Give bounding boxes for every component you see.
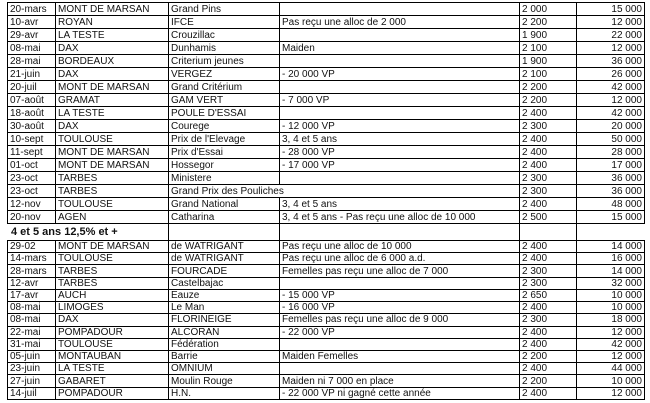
date-cell: 10-avr xyxy=(8,16,56,29)
date-cell: 21-juin xyxy=(8,68,56,81)
race-cell: Fédération xyxy=(169,338,280,350)
table-row xyxy=(8,55,645,68)
allocation-cell: 10 000 xyxy=(577,302,645,314)
allocation-cell: 36 000 xyxy=(577,172,645,185)
city-cell: MONT DE MARSAN xyxy=(56,146,169,159)
city-cell: LA TESTE xyxy=(56,363,169,375)
distance-cell: 2 200 xyxy=(520,375,577,387)
race-cell: Catharina xyxy=(169,211,280,224)
race-cell: Ministere xyxy=(169,172,280,185)
column-divider xyxy=(519,224,520,240)
conditions-cell: - 12 000 VP xyxy=(280,120,520,133)
table-row xyxy=(8,314,645,326)
city-cell: TOULOUSE xyxy=(56,338,169,350)
date-cell: 12-avr xyxy=(8,277,56,289)
table-row xyxy=(8,29,645,42)
distance-cell: 2 200 xyxy=(520,350,577,362)
allocation-cell: 36 000 xyxy=(577,185,645,198)
allocation-cell: 12 000 xyxy=(577,387,645,399)
distance-cell: 2 400 xyxy=(520,198,577,211)
conditions-cell: 3, 4 et 5 ans xyxy=(280,133,520,146)
date-cell: 01-oct xyxy=(8,159,56,172)
conditions-cell xyxy=(280,55,520,68)
distance-cell: 2 400 xyxy=(520,241,577,253)
distance-cell: 2 300 xyxy=(520,277,577,289)
distance-cell: 2 200 xyxy=(520,81,577,94)
conditions-cell xyxy=(280,172,520,185)
city-cell: TARBES xyxy=(56,172,169,185)
table-row xyxy=(8,185,645,198)
race-cell: GAM VERT xyxy=(169,94,280,107)
race-cell: Barrie xyxy=(169,350,280,362)
table-row xyxy=(8,3,645,16)
allocation-cell: 28 000 xyxy=(577,146,645,159)
allocation-cell: 15 000 xyxy=(577,3,645,16)
table-row xyxy=(8,277,645,289)
allocation-cell: 12 000 xyxy=(577,42,645,55)
conditions-cell: - 22 000 VP xyxy=(280,326,520,338)
distance-cell: 2 400 xyxy=(520,107,577,120)
date-cell: 07-août xyxy=(8,94,56,107)
distance-cell: 2 300 xyxy=(520,120,577,133)
city-cell: POMPADOUR xyxy=(56,326,169,338)
conditions-cell: - 7 000 VP xyxy=(280,94,520,107)
allocation-cell: 15 000 xyxy=(577,211,645,224)
race-cell: ALCORAN xyxy=(169,326,280,338)
table-row xyxy=(8,159,645,172)
distance-cell: 2 400 xyxy=(520,159,577,172)
distance-cell: 2 300 xyxy=(520,265,577,277)
allocation-cell: 12 000 xyxy=(577,350,645,362)
table-row xyxy=(8,253,645,265)
distance-cell: 1 900 xyxy=(520,55,577,68)
conditions-cell: - 17 000 VP xyxy=(280,159,520,172)
distance-cell: 2 400 xyxy=(520,133,577,146)
distance-cell: 2 400 xyxy=(520,363,577,375)
date-cell: 29-avr xyxy=(8,29,56,42)
conditions-cell xyxy=(280,363,520,375)
city-cell: DAX xyxy=(56,68,169,81)
table-row xyxy=(8,172,645,185)
table-row xyxy=(8,146,645,159)
city-cell: TARBES xyxy=(56,185,169,198)
allocation-cell: 16 000 xyxy=(577,253,645,265)
column-divider xyxy=(279,224,280,240)
table-row xyxy=(8,94,645,107)
race-cell: de WATRIGANT xyxy=(169,253,280,265)
city-cell: MONT DE MARSAN xyxy=(56,241,169,253)
allocation-cell: 18 000 xyxy=(577,314,645,326)
distance-cell: 2 400 xyxy=(520,338,577,350)
section-header-4-5-ans: 4 et 5 ans 12,5% et + xyxy=(11,226,118,238)
date-cell: 23-oct xyxy=(8,185,56,198)
conditions-cell xyxy=(280,29,520,42)
conditions-cell: Maiden ni 7 000 en place xyxy=(280,375,520,387)
conditions-cell xyxy=(280,107,520,120)
date-cell: 28-mars xyxy=(8,265,56,277)
date-cell: 28-mai xyxy=(8,55,56,68)
allocation-cell: 48 000 xyxy=(577,198,645,211)
date-cell: 23-juin xyxy=(8,363,56,375)
city-cell: POMPADOUR xyxy=(56,387,169,399)
table-row xyxy=(8,133,645,146)
distance-cell: 2 000 xyxy=(520,3,577,16)
date-cell: 14-juil xyxy=(8,387,56,399)
distance-cell: 2 400 xyxy=(520,253,577,265)
allocation-cell: 26 000 xyxy=(577,68,645,81)
conditions-cell: - 16 000 VP xyxy=(280,302,520,314)
race-cell: Grand National xyxy=(169,198,280,211)
allocation-cell: 44 000 xyxy=(577,363,645,375)
date-cell: 20-nov xyxy=(8,211,56,224)
races-table-bottom xyxy=(7,240,645,400)
conditions-cell xyxy=(280,81,520,94)
race-cell: POULE D'ESSAI xyxy=(169,107,280,120)
distance-cell: 2 300 xyxy=(520,172,577,185)
city-cell: LA TESTE xyxy=(56,29,169,42)
conditions-cell xyxy=(280,338,520,350)
races-table-top-body xyxy=(8,3,645,224)
allocation-cell: 10 000 xyxy=(577,375,645,387)
table-row xyxy=(8,42,645,55)
race-cell: Grand Pins xyxy=(169,3,280,16)
allocation-cell: 17 000 xyxy=(577,159,645,172)
table-row xyxy=(8,68,645,81)
allocation-cell: 12 000 xyxy=(577,94,645,107)
conditions-cell: Pas reçu une alloc de 6 000 a.d. xyxy=(280,253,520,265)
distance-cell: 2 200 xyxy=(520,16,577,29)
table-row xyxy=(8,211,645,224)
date-cell: 11-sept xyxy=(8,146,56,159)
city-cell: DAX xyxy=(56,314,169,326)
conditions-cell xyxy=(280,277,520,289)
city-cell: AUCH xyxy=(56,289,169,301)
allocation-cell: 10 000 xyxy=(577,289,645,301)
conditions-cell: 3, 4 et 5 ans xyxy=(280,198,520,211)
race-cell: Courege xyxy=(169,120,280,133)
table-row xyxy=(8,81,645,94)
date-cell: 08-mai xyxy=(8,314,56,326)
allocation-cell: 22 000 xyxy=(577,29,645,42)
race-cell: Moulin Rouge xyxy=(169,375,280,387)
column-divider xyxy=(576,224,577,240)
allocation-cell: 12 000 xyxy=(577,16,645,29)
city-cell: TOULOUSE xyxy=(56,253,169,265)
races-table-top xyxy=(7,2,645,224)
city-cell: LIMOGES xyxy=(56,302,169,314)
table-row xyxy=(8,350,645,362)
table-row xyxy=(8,387,645,399)
date-cell: 10-sept xyxy=(8,133,56,146)
table-row xyxy=(8,289,645,301)
table-row xyxy=(8,241,645,253)
allocation-cell: 14 000 xyxy=(577,241,645,253)
race-cell: IFCE xyxy=(169,16,280,29)
race-cell: FOURCADE xyxy=(169,265,280,277)
race-cell: Grand Critérium xyxy=(169,81,280,94)
table-row xyxy=(8,326,645,338)
table-row xyxy=(8,363,645,375)
conditions-cell: Pas reçu une alloc de 2 000 xyxy=(280,16,520,29)
table-row xyxy=(8,120,645,133)
distance-cell: 2 300 xyxy=(520,314,577,326)
race-cell: Castelbajac xyxy=(169,277,280,289)
table-row xyxy=(8,16,645,29)
allocation-cell: 42 000 xyxy=(577,338,645,350)
conditions-cell: Maiden xyxy=(280,42,520,55)
date-cell: 12-nov xyxy=(8,198,56,211)
race-cell: Hossegor xyxy=(169,159,280,172)
city-cell: MONT DE MARSAN xyxy=(56,81,169,94)
date-cell: 20-mars xyxy=(8,3,56,16)
date-cell: 22-mai xyxy=(8,326,56,338)
conditions-cell: Pas reçu une alloc de 10 000 xyxy=(280,241,520,253)
city-cell: BORDEAUX xyxy=(56,55,169,68)
race-cell: Eauze xyxy=(169,289,280,301)
table-row xyxy=(8,302,645,314)
date-cell: 31-mai xyxy=(8,338,56,350)
race-cell: FLORINEIGE xyxy=(169,314,280,326)
conditions-cell: - 22 000 VP ni gagné cette année xyxy=(280,387,520,399)
conditions-cell: - 15 000 VP xyxy=(280,289,520,301)
table-row xyxy=(8,375,645,387)
distance-cell: 2 500 xyxy=(520,211,577,224)
race-cell: Criterium jeunes xyxy=(169,55,280,68)
city-cell: TARBES xyxy=(56,277,169,289)
distance-cell: 2 100 xyxy=(520,42,577,55)
date-cell: 14-mars xyxy=(8,253,56,265)
distance-cell: 2 400 xyxy=(520,302,577,314)
conditions-cell: - 28 000 VP xyxy=(280,146,520,159)
city-cell: TOULOUSE xyxy=(56,133,169,146)
distance-cell: 2 650 xyxy=(520,289,577,301)
conditions-cell xyxy=(280,3,520,16)
distance-cell: 2 400 xyxy=(520,146,577,159)
race-cell: Le Man xyxy=(169,302,280,314)
allocation-cell: 50 000 xyxy=(577,133,645,146)
race-cell: de WATRIGANT xyxy=(169,241,280,253)
table-row xyxy=(8,198,645,211)
allocation-cell: 32 000 xyxy=(577,277,645,289)
conditions-cell: Maiden Femelles xyxy=(280,350,520,362)
date-cell: 18-août xyxy=(8,107,56,120)
city-cell: MONT DE MARSAN xyxy=(56,159,169,172)
allocation-cell: 36 000 xyxy=(577,55,645,68)
conditions-cell: Femelles pas reçu une alloc de 7 000 xyxy=(280,265,520,277)
race-cell: Dunhamis xyxy=(169,42,280,55)
date-cell: 30-août xyxy=(8,120,56,133)
races-table-bottom-body xyxy=(8,241,645,400)
date-cell: 27-juin xyxy=(8,375,56,387)
date-cell: 29-02 xyxy=(8,241,56,253)
city-cell: LA TESTE xyxy=(56,107,169,120)
date-cell: 08-mai xyxy=(8,302,56,314)
date-cell: 08-mai xyxy=(8,42,56,55)
race-cell: VERGEZ xyxy=(169,68,280,81)
distance-cell: 1 900 xyxy=(520,29,577,42)
city-cell: MONT DE MARSAN xyxy=(56,3,169,16)
race-cell: Grand Prix des Pouliches xyxy=(169,185,520,198)
table-row xyxy=(8,107,645,120)
city-cell: AGEN xyxy=(56,211,169,224)
date-cell: 05-juin xyxy=(8,350,56,362)
allocation-cell: 42 000 xyxy=(577,107,645,120)
race-cell: OMNIUM xyxy=(169,363,280,375)
allocation-cell: 14 000 xyxy=(577,265,645,277)
date-cell: 17-avr xyxy=(8,289,56,301)
date-cell: 20-juil xyxy=(8,81,56,94)
race-cell: Crouzillac xyxy=(169,29,280,42)
city-cell: TOULOUSE xyxy=(56,198,169,211)
city-cell: GABARET xyxy=(56,375,169,387)
column-divider xyxy=(168,224,169,240)
race-cell: Prix d'Essai xyxy=(169,146,280,159)
city-cell: GRAMAT xyxy=(56,94,169,107)
allocation-cell: 42 000 xyxy=(577,81,645,94)
conditions-cell: Femelles pas reçu une alloc de 9 000 xyxy=(280,314,520,326)
distance-cell: 2 300 xyxy=(520,185,577,198)
distance-cell: 2 200 xyxy=(520,94,577,107)
allocation-cell: 12 000 xyxy=(577,326,645,338)
date-cell: 23-oct xyxy=(8,172,56,185)
allocation-cell: 20 000 xyxy=(577,120,645,133)
table-row xyxy=(8,338,645,350)
race-cell: H.N. xyxy=(169,387,280,399)
city-cell: TARBES xyxy=(56,265,169,277)
distance-cell: 2 400 xyxy=(520,387,577,399)
conditions-cell: 3, 4 et 5 ans - Pas reçu une alloc de 10 000 xyxy=(280,211,520,224)
distance-cell: 2 100 xyxy=(520,68,577,81)
distance-cell: 2 400 xyxy=(520,326,577,338)
city-cell: MONTAUBAN xyxy=(56,350,169,362)
city-cell: ROYAN xyxy=(56,16,169,29)
city-cell: DAX xyxy=(56,42,169,55)
conditions-cell: - 20 000 VP xyxy=(280,68,520,81)
city-cell: DAX xyxy=(56,120,169,133)
race-cell: Prix de l'Elevage xyxy=(169,133,280,146)
table-row xyxy=(8,265,645,277)
